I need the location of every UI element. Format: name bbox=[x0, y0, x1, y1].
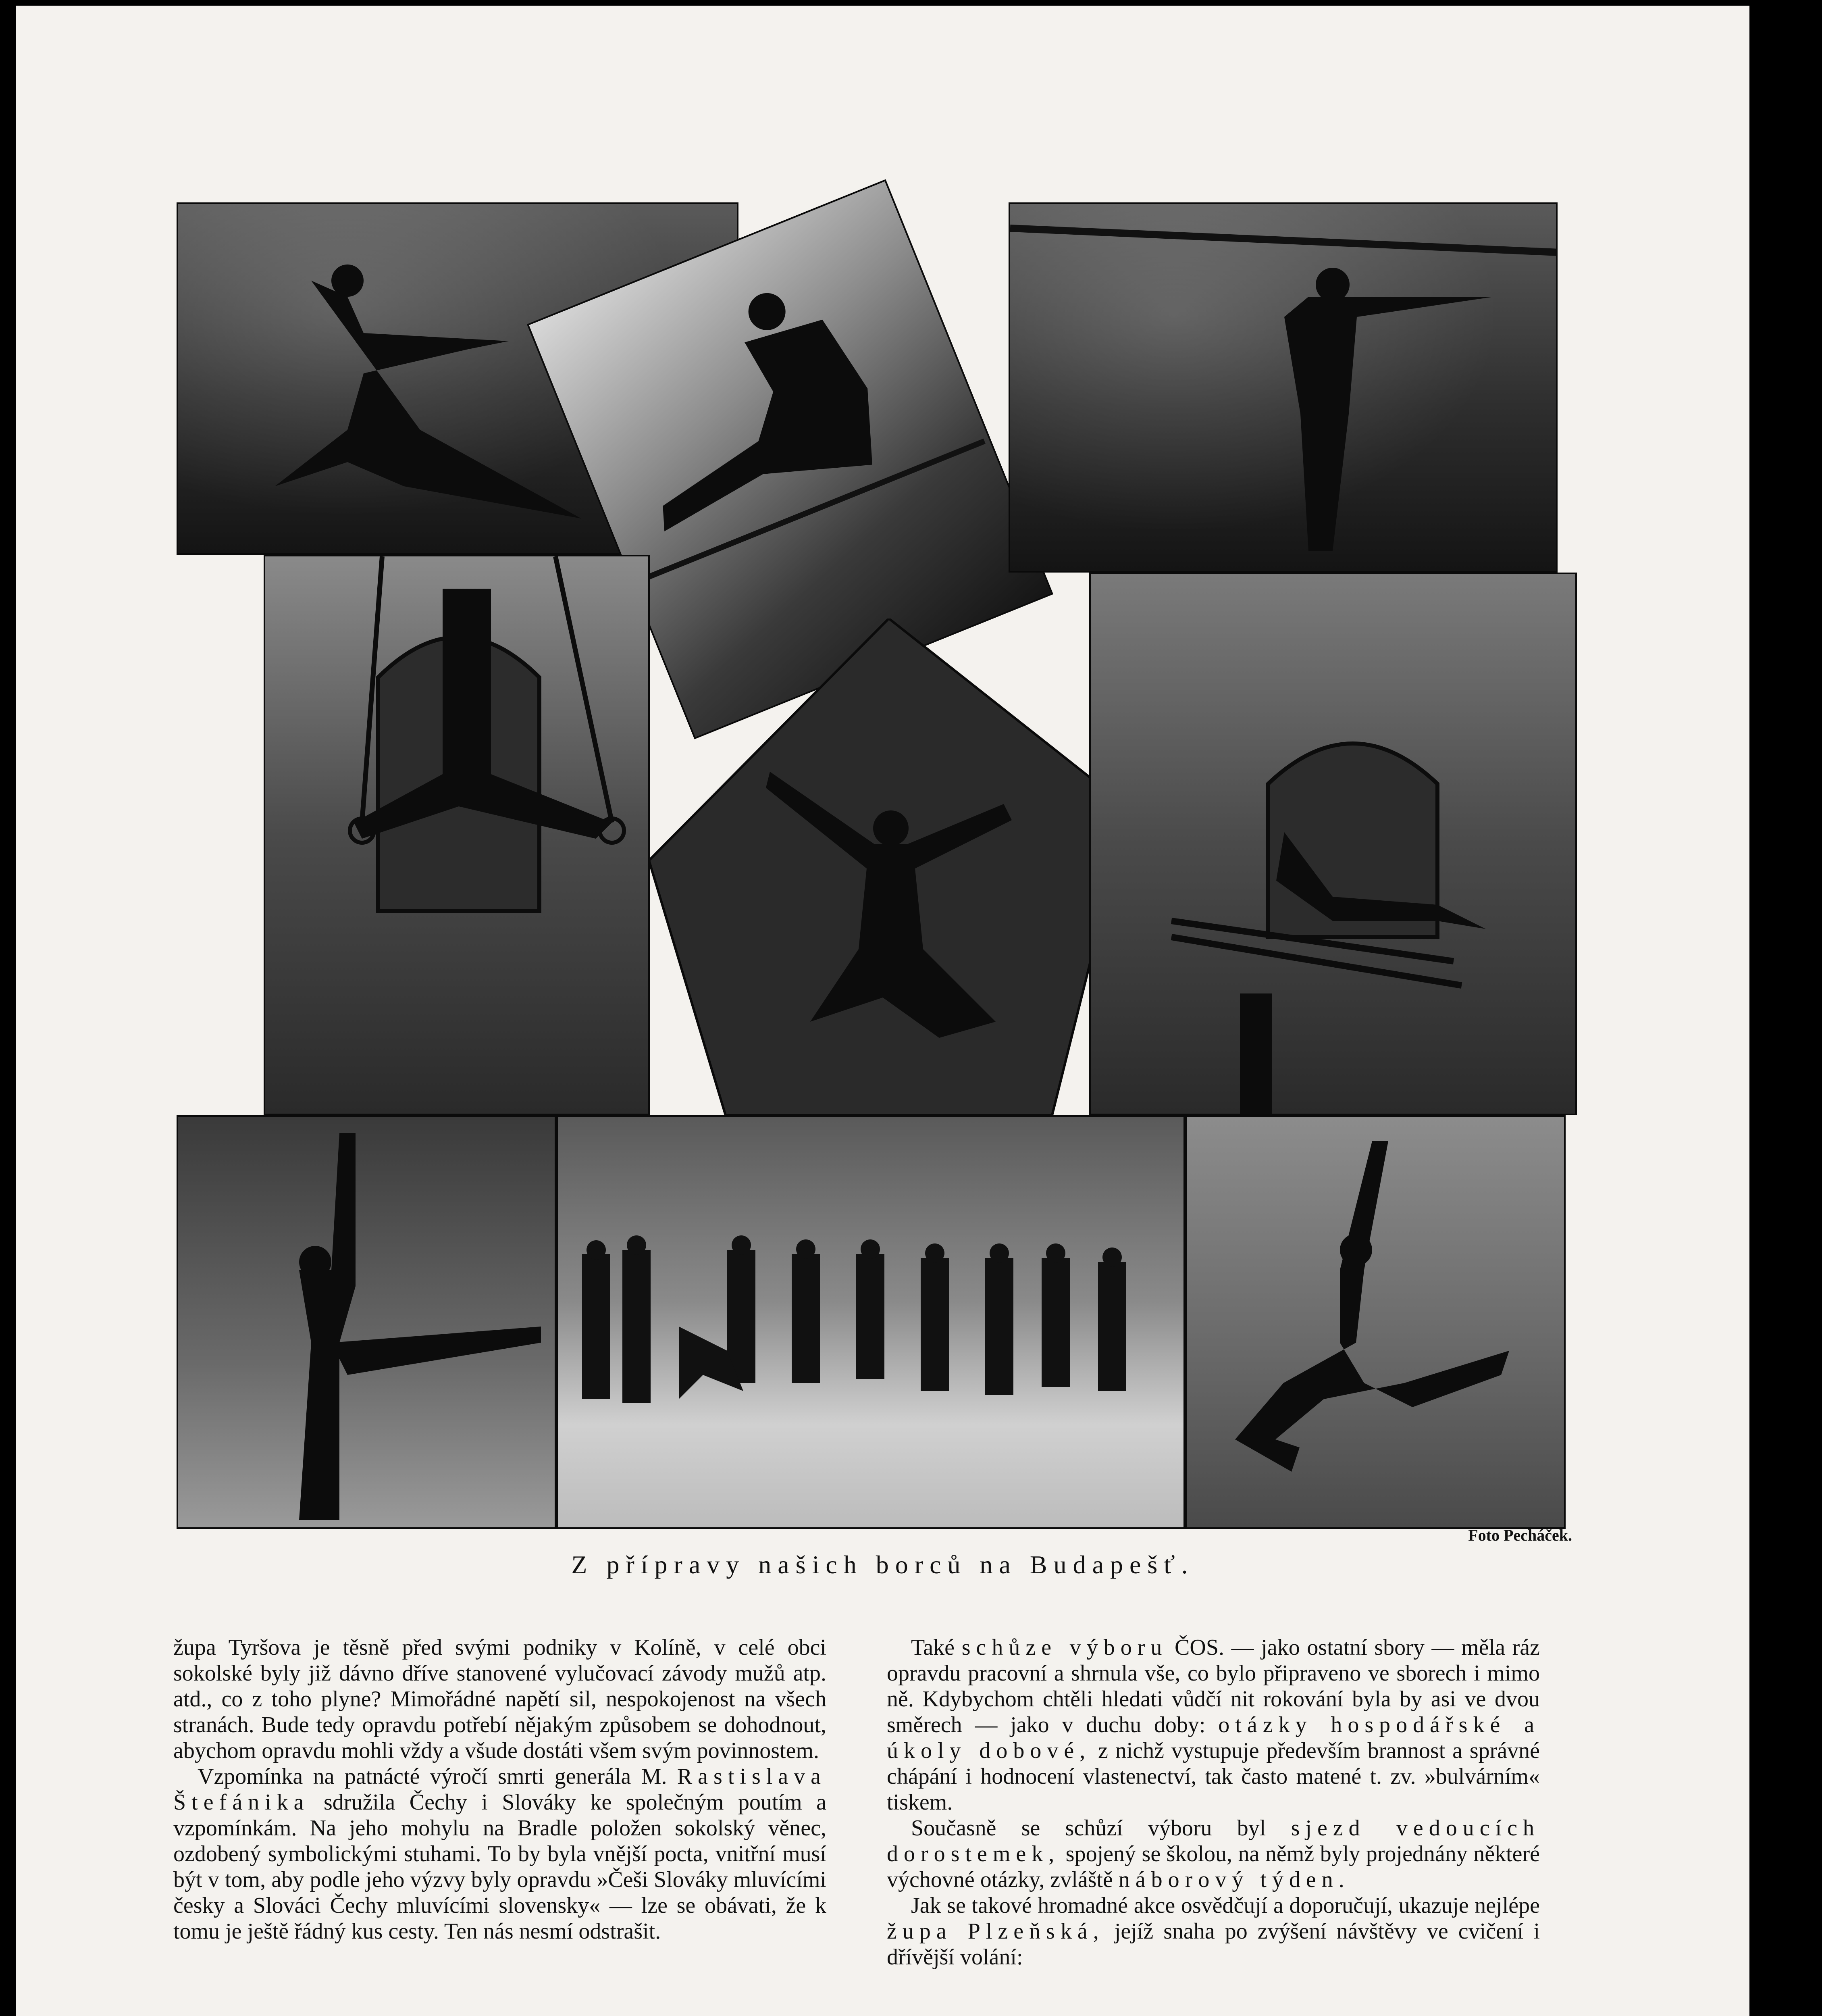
gymnast-figure-icon bbox=[1091, 574, 1577, 1115]
paragraph: župa Tyršova je těsně před svými podniky v Kolíně, v celé obci sokolské byly již dávno dříve stanovené vylučovací závody mužů atp. atd., co z toho plyne? Mimořádné napětí sil, nespokojenost na všech stranách. Bude tedy opravdu potřebí nějakým způsobem se dohodnout, abychom opravdu mohli vždy a všude dostáti všem svým povinnostem. bbox=[173, 1635, 826, 1763]
gymnast-figure-icon bbox=[265, 556, 650, 1115]
photo-rings-inverted-hang bbox=[264, 555, 650, 1115]
gymnast-figure-icon bbox=[1010, 204, 1558, 573]
paragraph: Také schůze výboru ČOS. — jako ostatní sbory — měla ráz opravdu pracovní a shrnula vše, co bylo připraveno ve sborech i mimo ně. Kdybychom chtěli hledati vůdčí nit rokování byla by asi ve dvou směrech — jako v duchu doby: otázky hospodářské a úkoly dobové, z nichž vystupuje především brannost a správné chápání i hodnocení vlastenectví, tak často matené t. zv. »bulvárním« tiskem. bbox=[887, 1635, 1540, 1815]
gymnast-figure-icon bbox=[178, 1117, 556, 1529]
photo-gymnast-standing-scale bbox=[177, 1115, 556, 1529]
figure-caption: Z přípravy našich borců na Budapešť. bbox=[571, 1550, 1194, 1579]
gymnast-figure-icon bbox=[1187, 1117, 1566, 1529]
magazine-page bbox=[16, 6, 1749, 2016]
text-column-left bbox=[173, 1635, 826, 1944]
paragraph: Jak se takové hromadné akce osvědčují a doporučují, ukazuje nejlépe župa Plzeňská, jejíž snaha po zvýšení návštěvy ve cvičení i dřívější volání: bbox=[887, 1893, 1540, 1970]
photo-gymnast-arabesque-arms-out bbox=[1009, 202, 1558, 573]
paragraph: Vzpomínka na patnácté výročí smrti generála M. Rastislava Štefánika sdružila Čechy i Slováky ke společným poutím a vzpomínkám. Na jeho mohylu na Bradle položen sokolský věnec, ozdobený symbolickými stuhami. To by byla vnější pocta, vnitřní musí být v tom, aby podle jeho výzvy byly opravdu »Češi Slováky mluvícími česky a Slováci Čechy mluvícími slovensky« — lze se obávati, že k tomu je ještě řádný kus cesty. Ten nás nesmí odstrašit. bbox=[173, 1764, 827, 1944]
group-figures-icon bbox=[558, 1117, 1185, 1529]
paragraph: Současně se schůzí výboru byl sjezd vedoucích dorostemek, spojený se školou, na němž byly projednány některé výchovné otázky, zvláště náborový týden. bbox=[887, 1816, 1540, 1892]
photo-credit: Foto Pecháček. bbox=[1468, 1526, 1572, 1544]
text-column-right bbox=[887, 1635, 1540, 1970]
photo-gymnast-leap-arms-up bbox=[1185, 1115, 1566, 1529]
photo-gymnast-jump-arms-raised bbox=[649, 619, 1129, 1115]
photo-parallel-bars-handstand bbox=[1089, 573, 1577, 1115]
photo-group-of-gymnasts bbox=[556, 1115, 1185, 1529]
